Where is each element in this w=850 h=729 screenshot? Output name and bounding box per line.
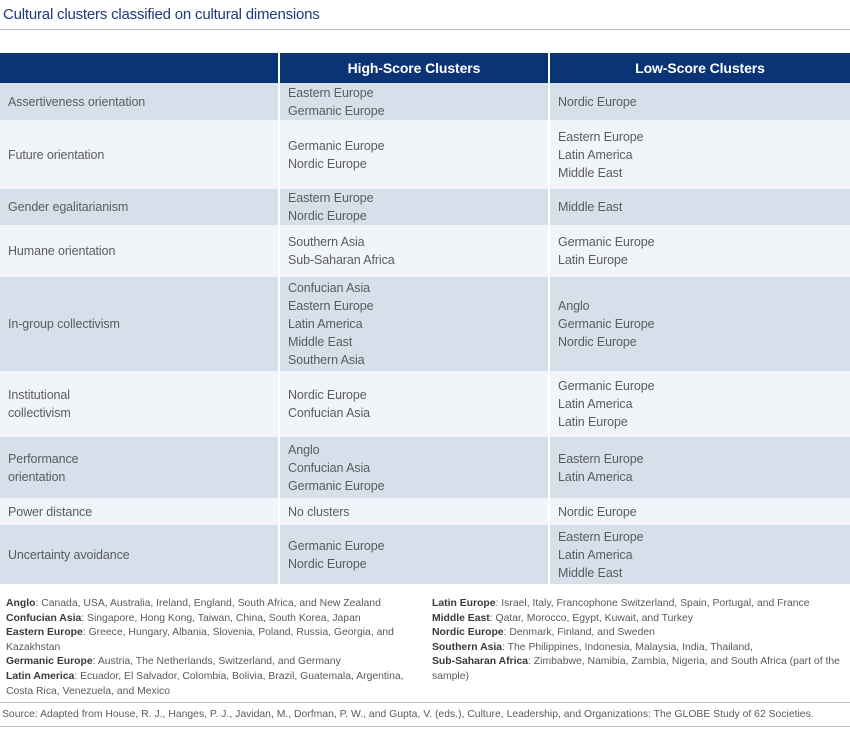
table-row	[0, 189, 850, 225]
high-score-cell	[279, 525, 549, 584]
cluster-name: Confucian Asia	[288, 460, 370, 475]
cluster-name: Nordic Europe	[558, 504, 637, 519]
footnote-text: : Austria, The Netherlands, Switzerland, and Germany	[92, 656, 341, 668]
dimension-cell	[0, 371, 279, 437]
cluster-name: Nordic Europe	[558, 335, 637, 349]
cluster-name: Eastern Europe	[288, 191, 374, 205]
footnote-term: Middle East	[432, 612, 490, 624]
footnote-text: : Greece, Hungary, Albania, Slovenia, Poland, Russia, Georgia, and Kazakhstan	[6, 627, 394, 653]
cluster-name: Latin America	[558, 547, 633, 562]
cluster-name: Eastern Europe	[558, 129, 644, 144]
footnote-text: : Israel, Italy, Francophone Switzerland, Spain, Portugal, and France	[495, 598, 810, 609]
footnote-text: : Qatar, Morocco, Egypt, Kuwait, and Turkey	[489, 612, 694, 624]
high-score-cell	[279, 437, 549, 498]
cluster-name: Eastern Europe	[558, 451, 644, 466]
cluster-name: Latin Europe	[558, 415, 628, 429]
low-score-cell	[549, 120, 850, 189]
footnotes-right-column	[432, 597, 842, 685]
cluster-name: Confucian Asia	[288, 406, 370, 420]
cluster-name: Anglo	[288, 442, 320, 457]
table-body	[0, 83, 850, 584]
high-score-cell	[279, 277, 549, 371]
cluster-name: Latin America	[558, 397, 633, 411]
dimension-cell	[0, 189, 279, 225]
source-citation: Source: Adapted from House, R. J., Hanges, P. J., Javidan, M., Dorfman, P. W., and Gupta, V. (eds.), Culture, Leadership, and Organizations: The GLOBE Study of 62 Societies.	[2, 709, 814, 720]
table-row	[0, 525, 850, 584]
low-score-cell	[549, 498, 850, 525]
cluster-name: Eastern Europe	[288, 85, 374, 100]
footnotes-left-column	[6, 597, 406, 699]
source-divider-top	[0, 702, 850, 703]
footnote-item	[6, 597, 406, 612]
cluster-name: Latin America	[558, 469, 633, 484]
clusters-table	[0, 53, 850, 584]
footnote-item	[432, 641, 842, 656]
cluster-name: Nordic Europe	[288, 388, 367, 402]
footnote-term: Southern Asia	[432, 641, 503, 653]
footnote-term: Latin America	[6, 670, 75, 682]
title-divider	[0, 29, 850, 30]
cluster-name: Germanic Europe	[288, 478, 385, 493]
footnote-item	[432, 655, 842, 684]
table-row	[0, 120, 850, 189]
cluster-name: Latin America	[288, 317, 363, 331]
table-row	[0, 277, 850, 371]
cluster-name: Germanic Europe	[288, 538, 385, 553]
cluster-name: Latin Europe	[558, 253, 628, 267]
dimension-label: Humane orientation	[8, 244, 116, 258]
high-score-cell	[279, 371, 549, 437]
high-score-cell	[279, 120, 549, 189]
cluster-name: Germanic Europe	[558, 235, 655, 249]
footnote-term: Eastern Europe	[6, 627, 83, 639]
low-score-cell	[549, 277, 850, 371]
source-divider-bottom	[0, 726, 850, 727]
dimension-label: Performance	[8, 451, 79, 466]
cluster-name: Germanic Europe	[558, 379, 655, 393]
dimension-cell	[0, 525, 279, 584]
table-row	[0, 437, 850, 498]
footnote-text: : Canada, USA, Australia, Ireland, England, South Africa, and New Zealand	[35, 598, 381, 609]
footnote-text: : Zimbabwe, Namibia, Zambia, Nigeria, and South Africa (part of the sample)	[432, 656, 840, 682]
footnote-term: Nordic Europe	[432, 627, 504, 639]
high-score-cell	[279, 225, 549, 277]
header-low-score: Low-Score Clusters	[549, 53, 850, 83]
table-row	[0, 225, 850, 277]
cluster-name: Anglo	[558, 299, 590, 313]
dimension-label: Assertiveness orientation	[8, 94, 146, 109]
dimension-label: Future orientation	[8, 147, 105, 162]
table-row	[0, 371, 850, 437]
low-score-cell	[549, 225, 850, 277]
dimension-label: Institutional	[8, 388, 70, 402]
low-score-cell	[549, 525, 850, 584]
dimension-cell	[0, 120, 279, 189]
footnote-term: Sub-Saharan Africa	[432, 656, 529, 668]
cluster-name: Nordic Europe	[288, 209, 367, 223]
footnote-item	[6, 655, 406, 670]
dimension-label: orientation	[8, 469, 66, 484]
footnote-item	[6, 626, 406, 655]
cluster-name: Middle East	[558, 565, 623, 580]
table-row	[0, 83, 850, 120]
high-score-cell	[279, 83, 549, 120]
dimension-cell	[0, 225, 279, 277]
footnote-text: : Denmark, Finland, and Sweden	[503, 627, 655, 639]
dimension-cell	[0, 83, 279, 120]
footnote-term: Germanic Europe	[6, 656, 93, 668]
cluster-name: Nordic Europe	[288, 156, 367, 171]
table-header-row	[0, 53, 850, 83]
cluster-name: Middle East	[558, 165, 623, 180]
low-score-cell	[549, 371, 850, 437]
cluster-name: Eastern Europe	[558, 529, 644, 544]
footnote-item	[432, 626, 842, 641]
cluster-name: No clusters	[288, 504, 350, 519]
cluster-name: Eastern Europe	[288, 299, 374, 313]
footnote-item	[6, 670, 406, 699]
cluster-name: Southern Asia	[288, 235, 365, 249]
cluster-name: Southern Asia	[288, 353, 365, 367]
cluster-name: Germanic Europe	[288, 138, 385, 153]
footnote-term: Latin Europe	[432, 598, 496, 609]
low-score-cell	[549, 437, 850, 498]
footnote-term: Anglo	[6, 598, 36, 609]
cluster-name: Confucian Asia	[288, 281, 370, 295]
cluster-name: Nordic Europe	[558, 94, 637, 109]
high-score-cell	[279, 189, 549, 225]
low-score-cell	[549, 83, 850, 120]
cluster-name: Middle East	[288, 335, 353, 349]
high-score-cell	[279, 498, 549, 525]
low-score-cell	[549, 189, 850, 225]
dimension-cell	[0, 498, 279, 525]
cluster-name: Latin America	[558, 147, 633, 162]
header-dimension	[0, 53, 279, 83]
dimension-label: Gender egalitarianism	[8, 200, 129, 214]
footnote-item	[6, 612, 406, 627]
footnote-text: : Singapore, Hong Kong, Taiwan, China, South Korea, Japan	[81, 612, 361, 624]
cluster-name: Middle East	[558, 200, 623, 214]
dimension-cell	[0, 437, 279, 498]
cluster-name: Germanic Europe	[288, 103, 385, 118]
dimension-label: Uncertainty avoidance	[8, 547, 130, 562]
dimension-label: collectivism	[8, 406, 71, 420]
footnote-text: : The Philippines, Indonesia, Malaysia, India, Thailand,	[502, 641, 753, 653]
cluster-name: Nordic Europe	[288, 556, 367, 571]
table-row	[0, 498, 850, 525]
footnote-text: : Ecuador, El Salvador, Colombia, Bolivia, Brazil, Guatemala, Argentina, Costa Rica, Venezuela, and Mexico	[6, 670, 404, 697]
dimension-cell	[0, 277, 279, 371]
cluster-name: Germanic Europe	[558, 317, 655, 331]
dimension-label: In-group collectivism	[8, 317, 120, 331]
footnote-term: Confucian Asia	[6, 612, 82, 624]
header-high-score: High-Score Clusters	[279, 53, 549, 83]
page-title: Cultural clusters classified on cultural dimensions	[3, 6, 320, 23]
footnote-item	[432, 612, 842, 627]
footnote-item	[432, 597, 842, 612]
cluster-name: Sub-Saharan Africa	[288, 253, 395, 267]
dimension-label: Power distance	[8, 504, 93, 519]
